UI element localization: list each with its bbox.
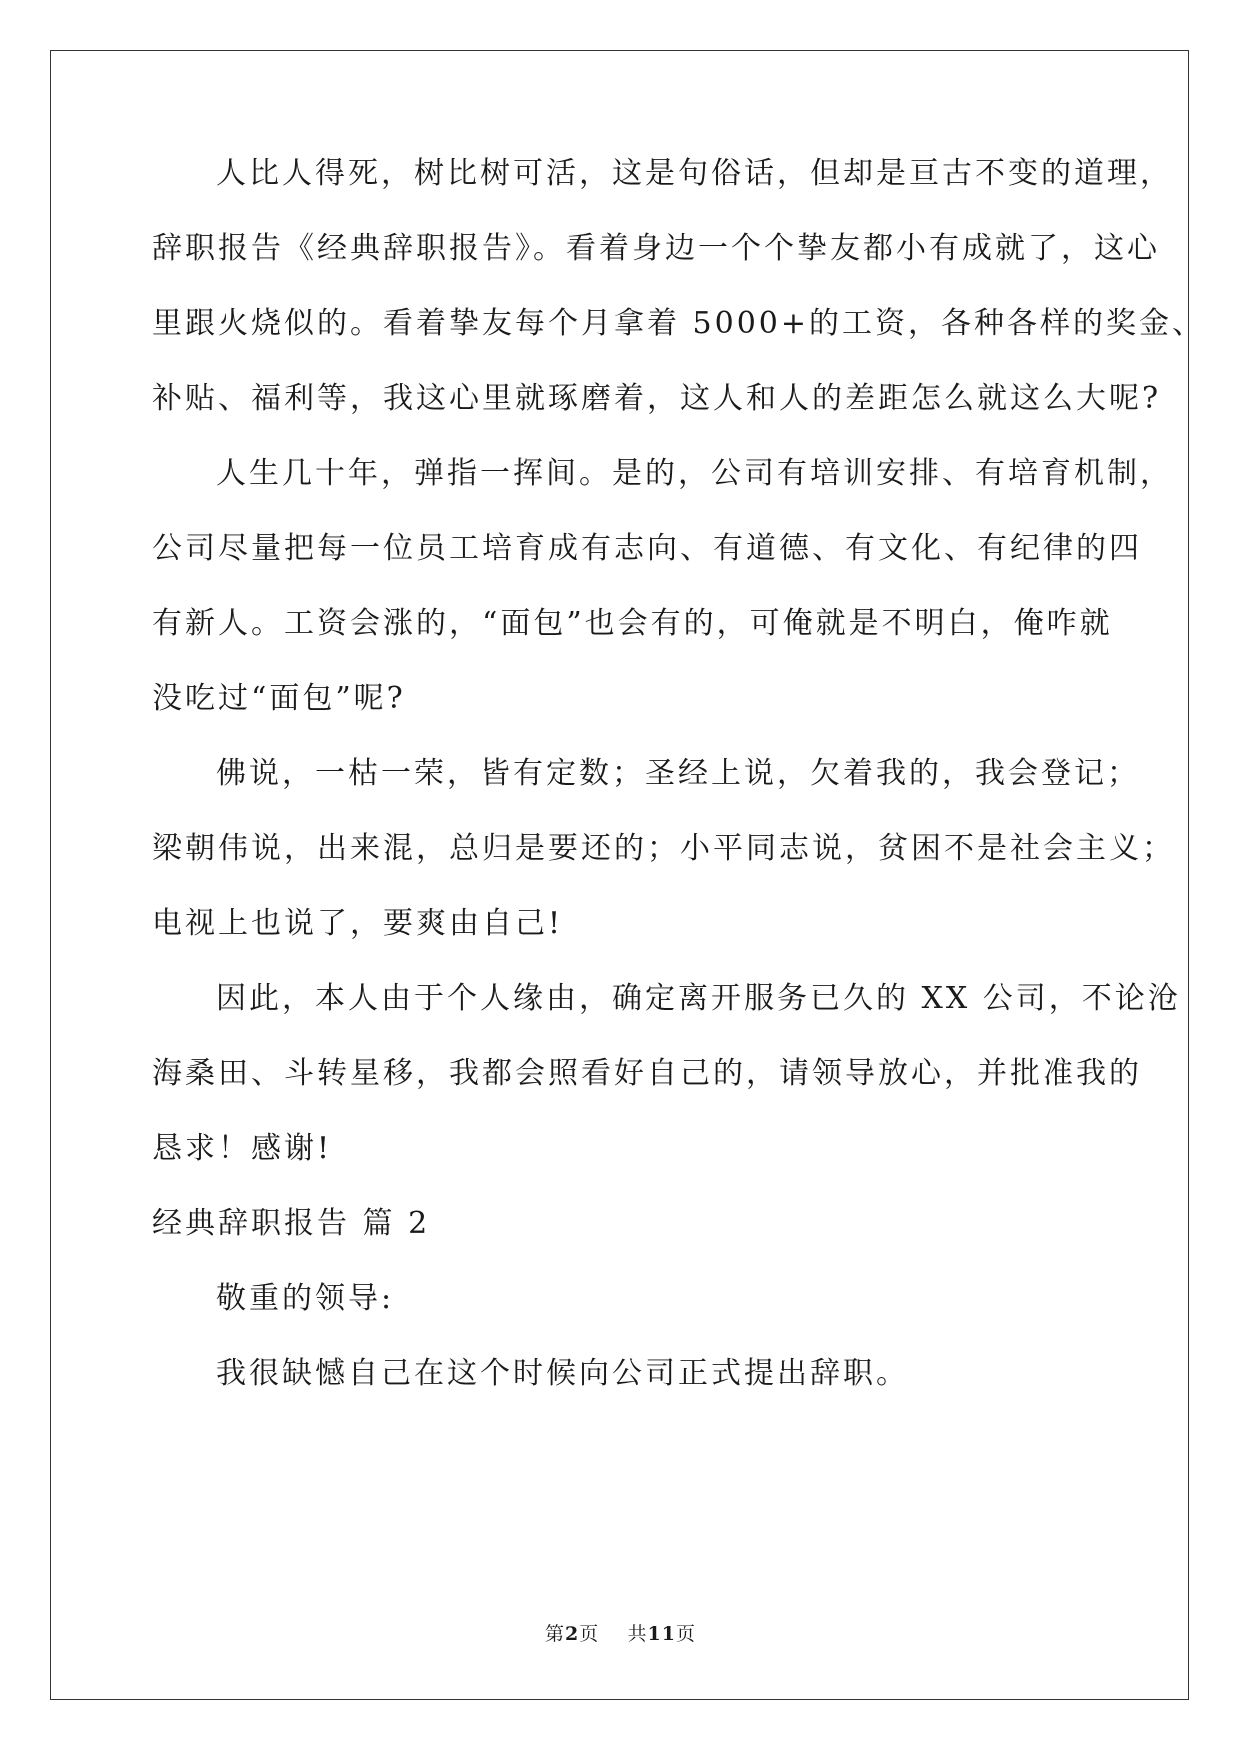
paragraph-2-line-4: 没吃过“面包”呢?	[152, 681, 406, 716]
paragraph-4-line-3: 恳求！感谢!	[152, 1131, 333, 1166]
footer-page-number: 2	[565, 1623, 580, 1645]
paragraph-1-line-3: 里跟火烧似的。看着挚友每个月拿着 5000+的工资，各种各样的奖金、	[152, 306, 1206, 341]
section-heading: 经典辞职报告 篇 2	[152, 1206, 431, 1241]
page-frame	[50, 50, 1189, 1700]
page-footer	[0, 1622, 1241, 1646]
footer-page-suffix: 页	[579, 1623, 600, 1645]
paragraph-1-line-1: 人比人得死，树比树可活，这是句俗话，但却是亘古不变的道理，	[216, 156, 1173, 191]
paragraph-4-line-2: 海桑田、斗转星移，我都会照看好自己的，请领导放心，并批准我的	[152, 1056, 1142, 1091]
footer-total-prefix: 共	[627, 1623, 648, 1645]
paragraph-3-line-1: 佛说，一枯一荣，皆有定数；圣经上说，欠着我的，我会登记；	[216, 756, 1140, 791]
paragraph-1-line-2: 辞职报告《经典辞职报告》。看着身边一个个挚友都小有成就了，这心	[152, 231, 1160, 266]
paragraph-5-line-1: 我很缺憾自己在这个时候向公司正式提出辞职。	[216, 1356, 909, 1391]
paragraph-2-line-3: 有新人。工资会涨的，“面包”也会有的，可俺就是不明白，俺咋就	[152, 606, 1113, 641]
paragraph-4-line-1: 因此，本人由于个人缘由，确定离开服务已久的 XX 公司，不论沧	[216, 981, 1181, 1016]
paragraph-2-line-1: 人生几十年，弹指一挥间。是的，公司有培训安排、有培育机制，	[216, 456, 1173, 491]
salutation: 敬重的领导:	[216, 1281, 395, 1316]
paragraph-2-line-2: 公司尽量把每一位员工培育成有志向、有道德、有文化、有纪律的四	[152, 531, 1142, 566]
footer-prefix: 第	[545, 1623, 566, 1645]
paragraph-3-line-3: 电视上也说了，要爽由自己!	[152, 906, 564, 941]
paragraph-3-line-2: 梁朝伟说，出来混，总归是要还的；小平同志说，贫困不是社会主义；	[152, 831, 1175, 866]
footer-total-pages: 11	[647, 1623, 676, 1645]
paragraph-1-line-4: 补贴、福利等，我这心里就琢磨着，这人和人的差距怎么就这么大呢?	[152, 381, 1162, 416]
footer-total-suffix: 页	[675, 1623, 696, 1645]
